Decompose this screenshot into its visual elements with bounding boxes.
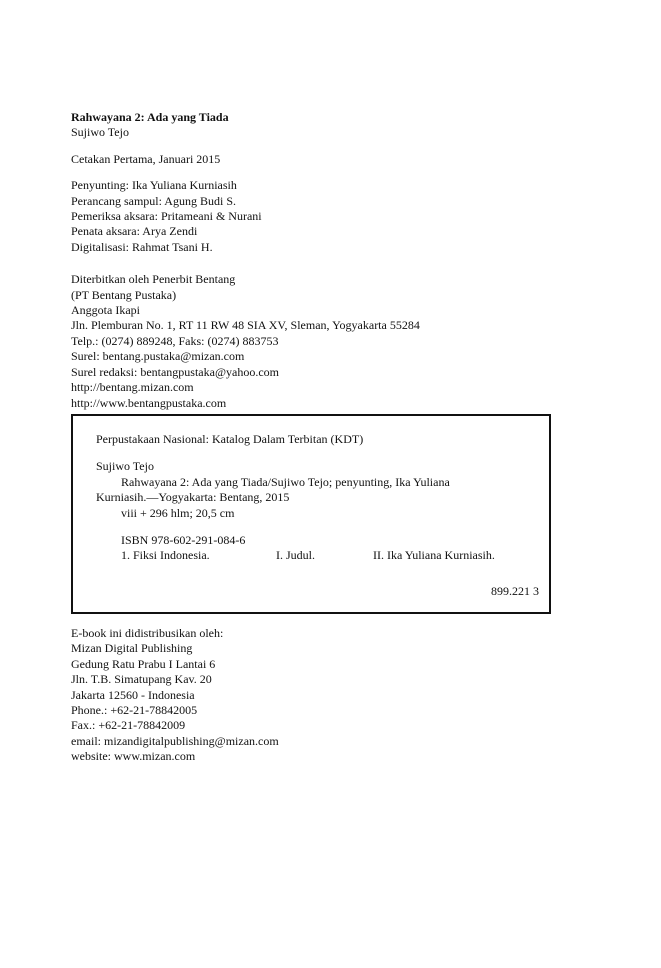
publisher-line: (PT Bentang Pustaka) <box>71 287 177 302</box>
publisher-editorial-email: Surel redaksi: bentangpustaka@yahoo.com <box>71 364 279 379</box>
publisher-line: Diterbitkan oleh Penerbit Bentang <box>71 272 236 287</box>
book-author: Sujiwo Tejo <box>71 125 129 140</box>
publisher-website: http://bentang.mizan.com <box>71 380 194 395</box>
kdt-author: Sujiwo Tejo <box>96 459 154 474</box>
distribution-line: Gedung Ratu Prabu I Lantai 6 <box>71 656 216 671</box>
distribution-info <box>71 626 571 765</box>
credit-line: Pemeriksa aksara: Pritameani & Nurani <box>71 209 262 224</box>
credit-line: Perancang sampul: Agung Budi S. <box>71 193 236 208</box>
kdt-heading: Perpustakaan Nasional: Katalog Dalam Terbitan (KDT) <box>96 432 364 446</box>
colophon-top <box>71 110 571 411</box>
distribution-website: website: www.mizan.com <box>71 749 196 764</box>
book-title: Rahwayana 2: Ada yang Tiada <box>71 110 229 124</box>
kdt-class-editor: II. Ika Yuliana Kurniasih. <box>373 548 495 563</box>
distribution-phone: Phone.: +62-21-78842005 <box>71 703 198 718</box>
distribution-line: Mizan Digital Publishing <box>71 641 193 656</box>
credit-line: Penyunting: Ika Yuliana Kurniasih <box>71 178 237 193</box>
distribution-fax: Fax.: +62-21-78842009 <box>71 718 186 733</box>
distribution-line: Jln. T.B. Simatupang Kav. 20 <box>71 672 212 687</box>
kdt-classifications <box>96 548 536 563</box>
distribution-line: Jakarta 12560 - Indonesia <box>71 687 195 702</box>
publisher-email: Surel: bentang.pustaka@mizan.com <box>71 349 245 364</box>
kdt-entry-continued: Kurniasih.—Yogyakarta: Bentang, 2015 <box>96 490 290 505</box>
publisher-line: Anggota Ikapi <box>71 303 140 318</box>
publisher-phone: Telp.: (0274) 889248, Faks: (0274) 883753 <box>71 333 279 348</box>
kdt-catalog-box <box>71 414 551 614</box>
kdt-entry: Rahwayana 2: Ada yang Tiada/Sujiwo Tejo; penyunting, Ika Yuliana <box>121 474 450 489</box>
kdt-pages: viii + 296 hlm; 20,5 cm <box>121 505 235 520</box>
kdt-isbn: ISBN 978-602-291-084-6 <box>121 533 246 548</box>
kdt-class-title: I. Judul. <box>276 548 315 563</box>
distribution-line: E-book ini didistribusikan oleh: <box>71 626 224 640</box>
publisher-address: Jln. Plemburan No. 1, RT 11 RW 48 SIA XV, Sleman, Yogyakarta 55284 <box>71 318 420 333</box>
edition: Cetakan Pertama, Januari 2015 <box>71 151 221 166</box>
credit-line: Penata aksara: Arya Zendi <box>71 224 198 239</box>
credit-line: Digitalisasi: Rahmat Tsani H. <box>71 239 213 254</box>
publisher-website: http://www.bentangpustaka.com <box>71 395 227 410</box>
kdt-class-subject: 1. Fiksi Indonesia. <box>121 548 210 563</box>
kdt-ddc-number: 899.221 3 <box>491 584 539 598</box>
distribution-email: email: mizandigitalpublishing@mizan.com <box>71 733 279 748</box>
